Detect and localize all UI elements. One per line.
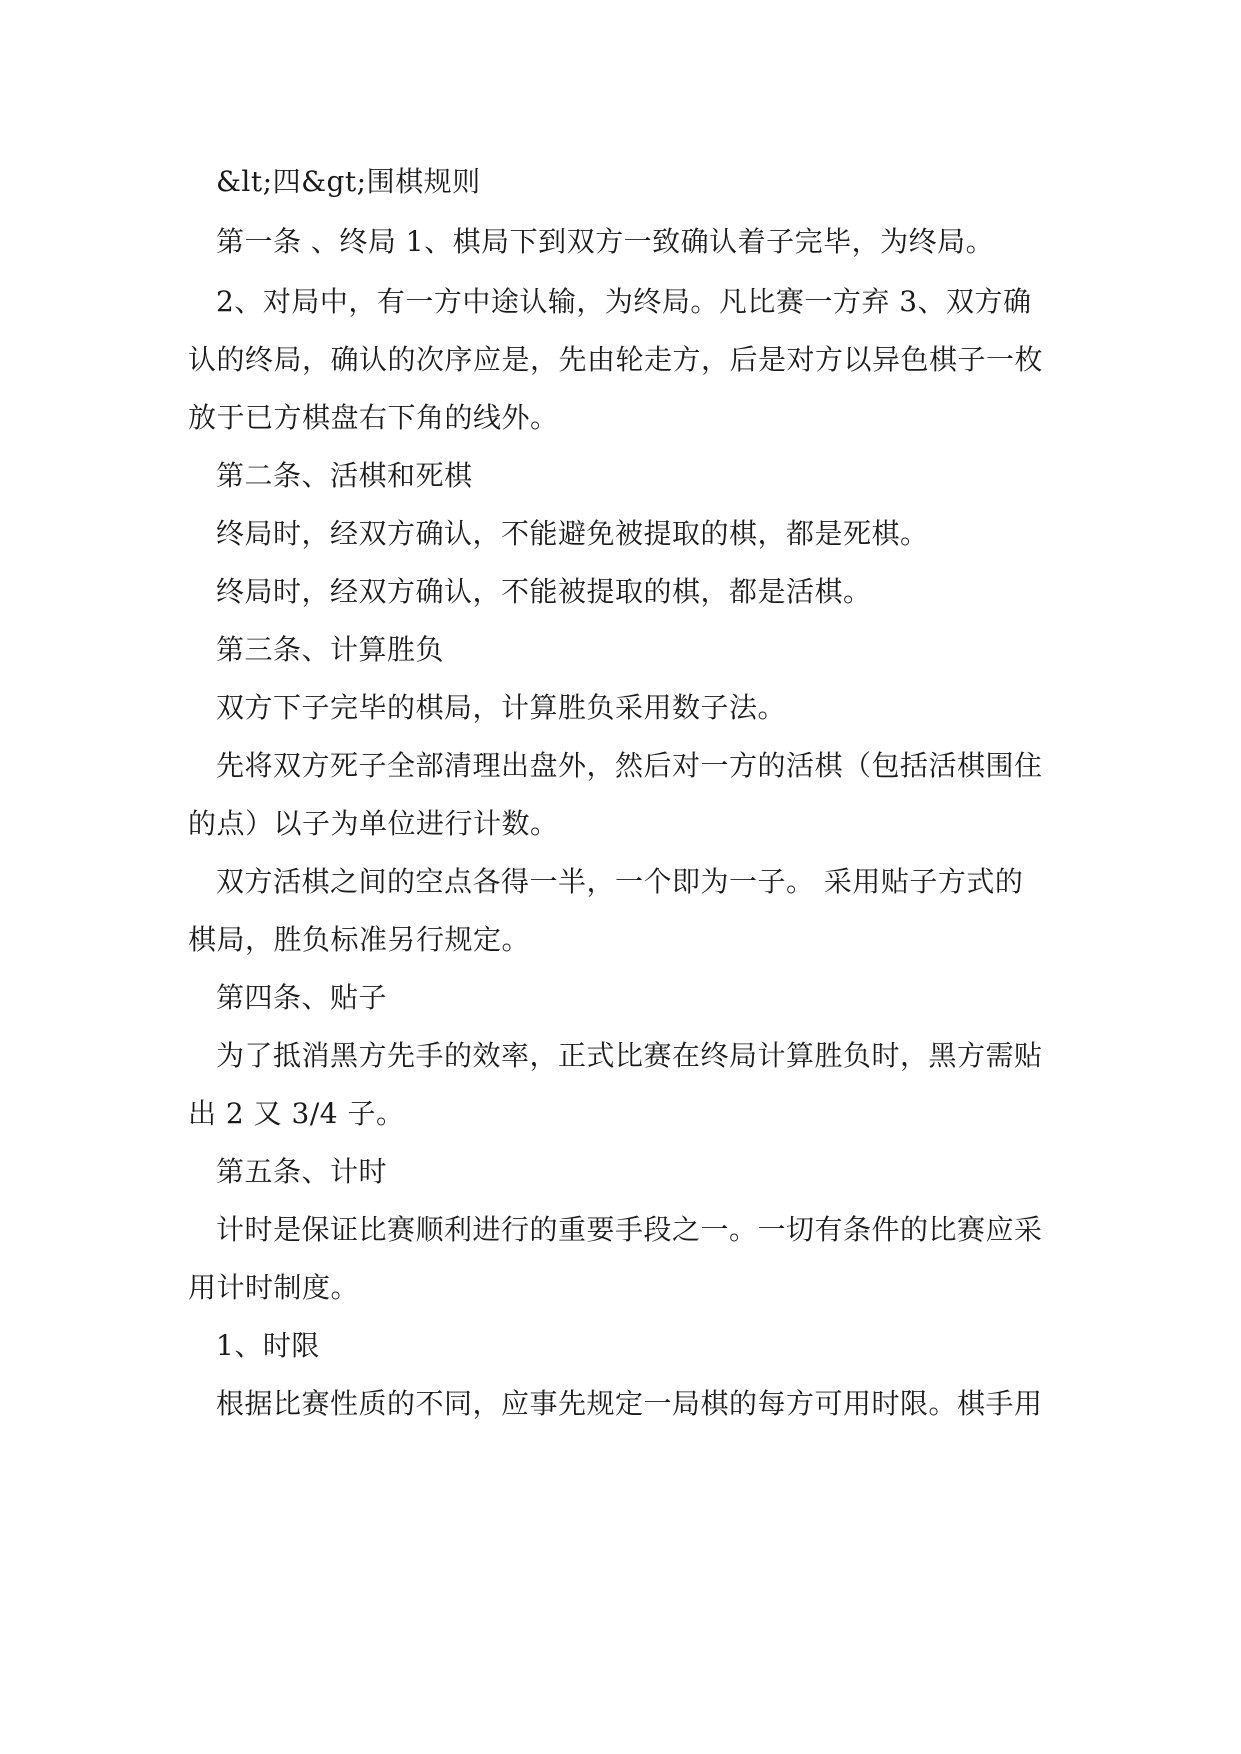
paragraph-line: 终局时，经双方确认，不能避免被提取的棋，都是死棋。 — [216, 517, 929, 550]
paragraph-line: 认的终局，确认的次序应是，先由轮走方，后是对方以异色棋子一枚 — [188, 343, 1044, 376]
section-heading: 第三条、计算胜负 — [216, 633, 445, 666]
section-heading: 第五条、计时 — [216, 1155, 388, 1188]
paragraph-line: 先将双方死子全部清理出盘外，然后对一方的活棋（包括活棋围住 — [216, 749, 1043, 782]
paragraph-line: 计时是保证比赛顺利进行的重要手段之一。一切有条件的比赛应采 — [216, 1213, 1043, 1246]
paragraph-line: 棋局，胜负标准另行规定。 — [188, 923, 531, 956]
paragraph-line: 为了抵消黑方先手的效率，正式比赛在终局计算胜负时，黑方需贴 — [216, 1039, 1043, 1072]
section-heading: 第二条、活棋和死棋 — [216, 459, 473, 492]
paragraph-line: 双方活棋之间的空点各得一半，一个即为一子。 采用贴子方式的 — [216, 865, 1024, 898]
paragraph-line: 终局时，经双方确认，不能被提取的棋，都是活棋。 — [216, 575, 872, 608]
section-heading: 第四条、贴子 — [216, 981, 388, 1014]
paragraph-line: 第一条 、终局 1、棋局下到双方一致确认着子完毕，为终局。 — [216, 225, 995, 258]
section-heading: 1、时限 — [216, 1329, 320, 1362]
paragraph-line: 双方下子完毕的棋局，计算胜负采用数子法。 — [216, 691, 787, 724]
paragraph-line: 根据比赛性质的不同，应事先规定一局棋的每方可用时限。棋手用 — [216, 1387, 1043, 1420]
paragraph-line: 出 2 又 3/4 子。 — [188, 1097, 405, 1130]
document-title: &lt;四&gt;围棋规则 — [216, 165, 481, 198]
paragraph-line: 的点）以子为单位进行计数。 — [188, 807, 559, 840]
paragraph-line: 用计时制度。 — [188, 1271, 360, 1304]
paragraph-line: 2、对局中，有一方中途认输，为终局。凡比赛一方弃 3、双方确 — [216, 285, 1032, 318]
paragraph-line: 放于已方棋盘右下角的线外。 — [188, 401, 559, 434]
